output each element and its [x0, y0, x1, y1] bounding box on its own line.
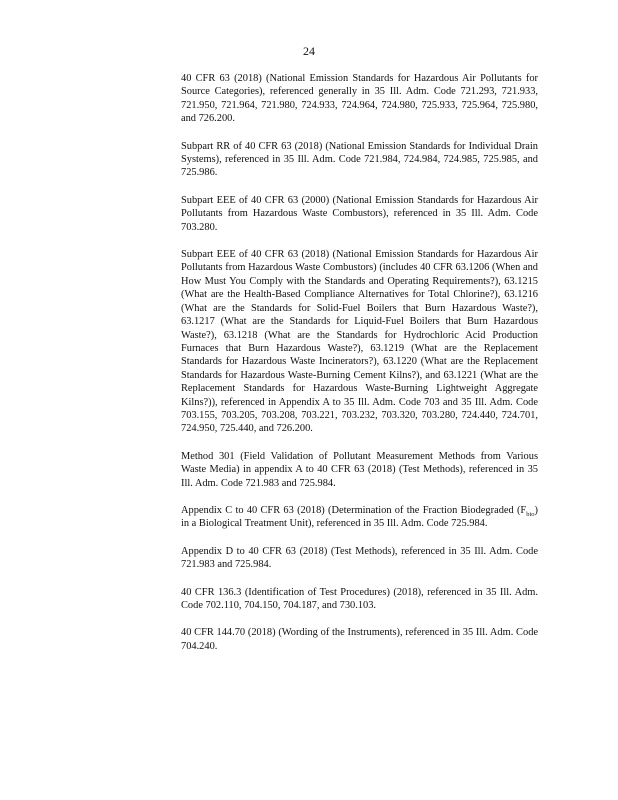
reference-paragraph: Subpart RR of 40 CFR 63 (2018) (National Emission Standards for Individual Drain Systems), referenced in 35 Ill. Adm. Code 721.984, 724.984, 724.985, 725.985, and 725.986. [181, 140, 538, 179]
reference-paragraph: Subpart EEE of 40 CFR 63 (2018) (National Emission Standards for Hazardous Air Pollutants from Hazardous Waste Combustors) (includes 40 CFR 63.1206 (When and How Must You Comply with the Standards and Operating Requirements?), 63.1215 (What are the Health-Based Compliance Alternatives for Total Chlorine?), 63.1216 (What are the Standards for Solid-Fuel Boilers that Burn Hazardous Waste?), 63.1217 (What are the Standards for Liquid-Fuel Boilers that Burn Hazardous Waste?), 63.1218 (What are the Standards for Hydrochloric Acid Production Furnaces that Burn Hazardous Waste?), 63.1219 (What are the Replacement Standards for Hazardous Waste Incinerators?), 63.1220 (What are the Replacement Standards for Hazardous Waste-Burning Cement Kilns?), and 63.1221 (What are the Replacement Standards for Hazardous Waste-Burning Lightweight Aggregate Kilns?)), referenced in Appendix A to 35 Ill. Adm. Code 703 and 35 Ill. Adm. Code 703.155, 703.205, 703.208, 703.221, 703.232, 703.320, 703.280, 724.440, 724.701, 724.950, 725.440, and 726.200. [181, 249, 538, 435]
references-list [181, 72, 538, 667]
appendix-c-text-before: Appendix C to 40 CFR 63 (2018) (Determination of the Fraction Biodegraded (F [181, 504, 527, 516]
reference-paragraph: Method 301 (Field Validation of Pollutant Measurement Methods from Various Waste Media) in appendix A to 40 CFR 63 (2018) (Test Methods), referenced in 35 Ill. Adm. Code 721.983 and 725.984. [181, 450, 538, 489]
fraction-subscript: bio [526, 511, 535, 519]
appendix-c-text-after: ) in a Biological Treatment Unit), referenced in 35 Ill. Adm. Code 725.984. [181, 504, 538, 530]
reference-paragraph: 40 CFR 144.70 (2018) (Wording of the Instruments), referenced in 35 Ill. Adm. Code 704.240. [181, 627, 538, 652]
page-number: 24 [303, 44, 315, 58]
reference-paragraph: Appendix D to 40 CFR 63 (2018) (Test Methods), referenced in 35 Ill. Adm. Code 721.983 and 725.984. [181, 545, 538, 571]
reference-paragraph: 40 CFR 63 (2018) (National Emission Standards for Hazardous Air Pollutants for Source Categories), referenced generally in 35 Ill. Adm. Code 721.293, 721.933, 721.950, 721.964, 721.980, 724.933, 724.964, 724.980, 725.933, 725.964, 725.980, and 726.200. [181, 73, 538, 125]
reference-paragraph-appendix-c [181, 504, 538, 531]
reference-paragraph: Subpart EEE of 40 CFR 63 (2000) (National Emission Standards for Hazardous Air Pollutants from Hazardous Waste Combustors), referenced in 35 Ill. Adm. Code 703.280. [181, 194, 538, 233]
reference-paragraph: 40 CFR 136.3 (Identification of Test Procedures) (2018), referenced in 35 Ill. Adm. Code 702.110, 704.150, 704.187, and 730.103. [181, 586, 538, 611]
